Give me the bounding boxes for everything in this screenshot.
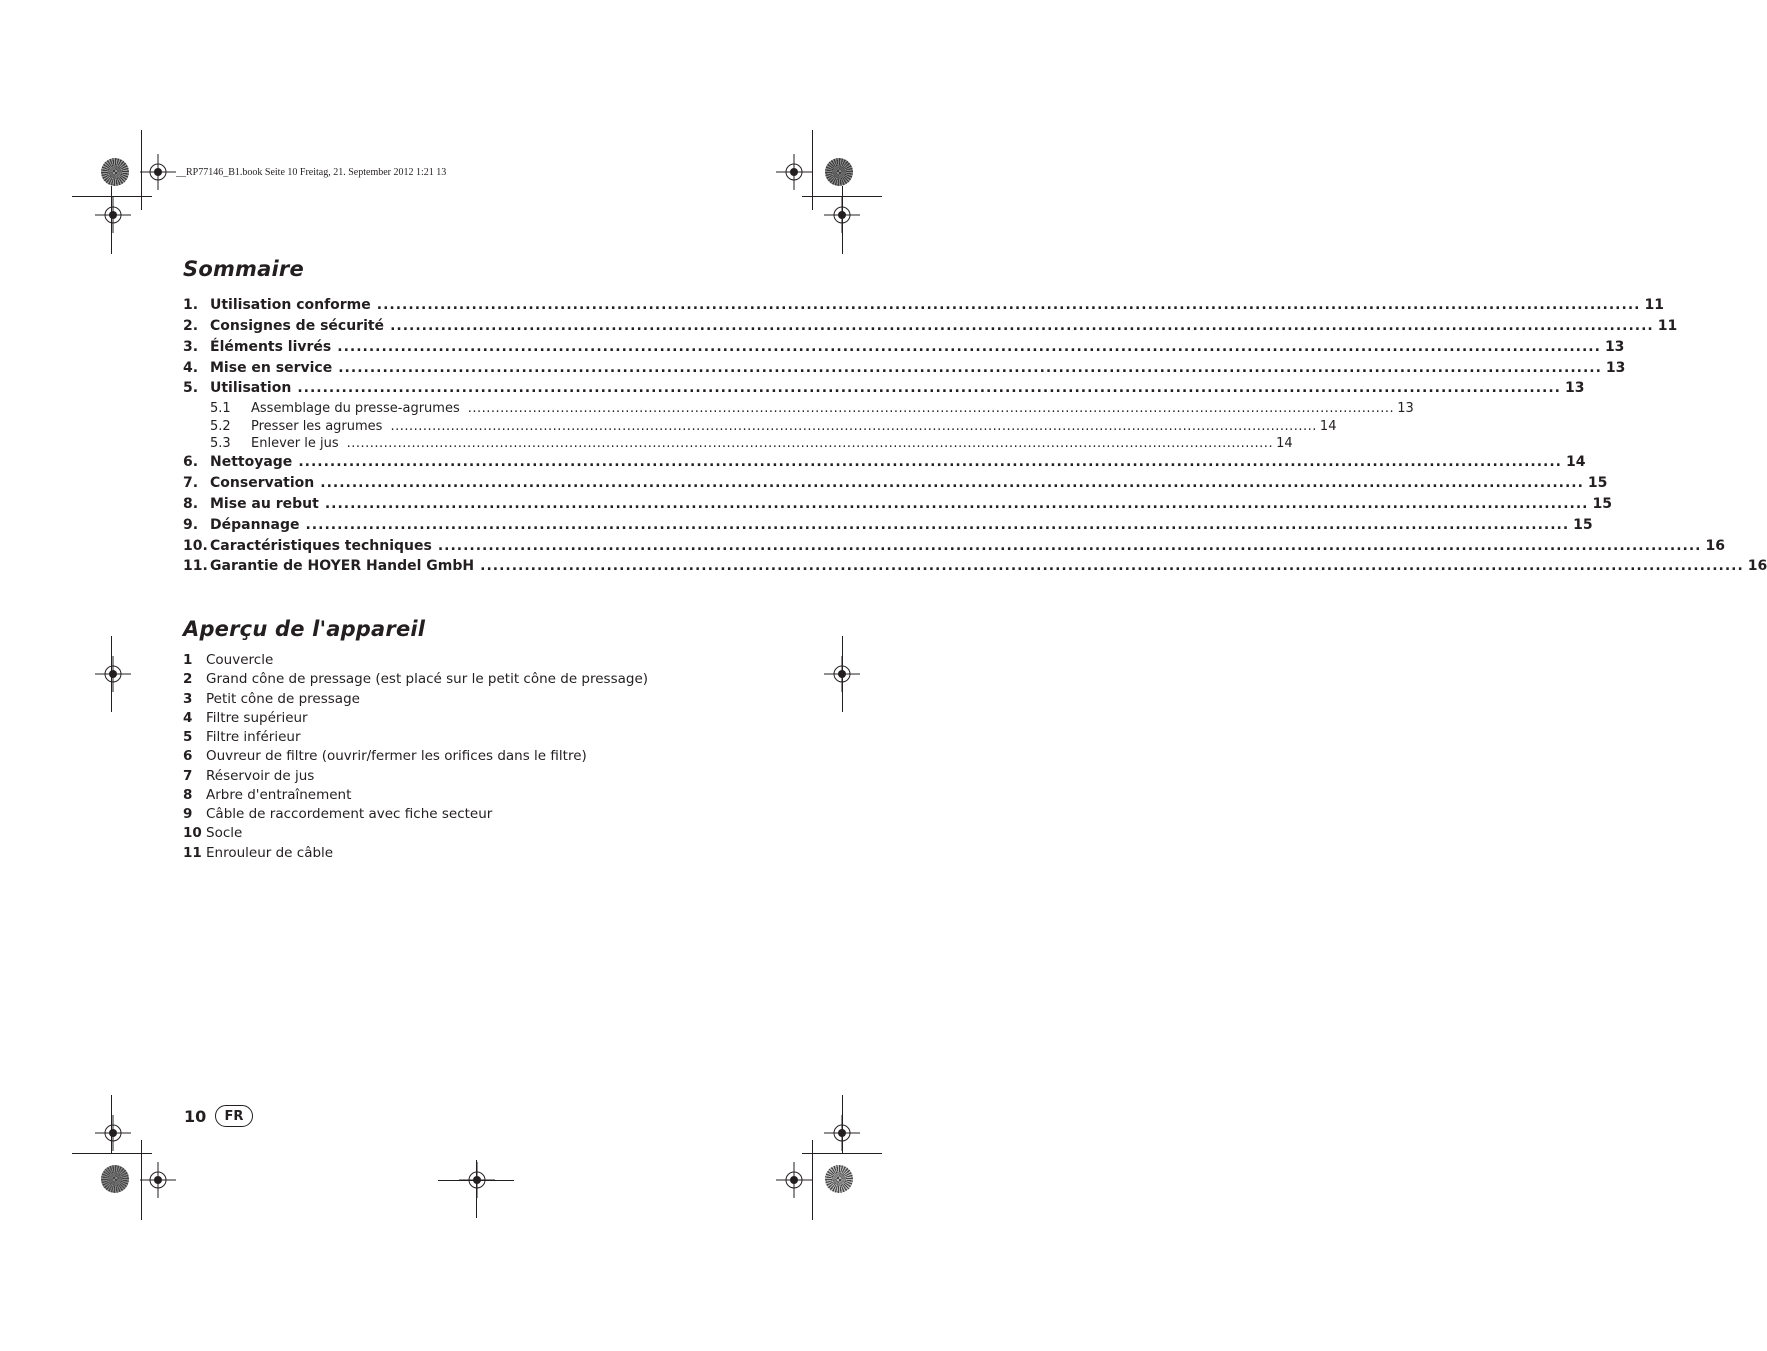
toc-subentry[interactable] [210,419,1337,437]
parts-list-item [183,671,648,690]
print-slug: __RP77146_B1.book Seite 10 Freitag, 21. September 2012 1:21 13 [176,167,447,178]
toc-entry[interactable] [183,516,1593,536]
toc-subentry-page: 14 [1276,436,1293,451]
toc-subentry-title: Presser les agrumes [251,419,383,434]
sommaire-title: Sommaire [183,257,304,281]
part-number: 7 [183,767,193,784]
crop-mark [842,186,843,254]
toc-entry-title: Utilisation conforme [210,297,371,313]
toc-entry[interactable] [183,495,1612,515]
toc-leader-dots: ........................................................................................................................................................................................................ [324,496,1589,512]
crop-mark [812,1140,813,1220]
page-number: 10 [184,1107,207,1126]
toc-entry-number: 4. [183,360,199,376]
part-label: Câble de raccordement avec fiche secteur [206,806,493,822]
toc-leader-dots: ........................................................................................................................................................................................................ [480,558,1744,574]
toc-leader-dots: ........................................................................................................................................................................................................ [390,318,1654,334]
toc-entry-page: 11 [1657,318,1678,334]
registration-mark-icon [140,1162,176,1198]
toc-entry-number: 10. [183,538,208,554]
toc-entry-title: Mise en service [210,360,333,376]
part-label: Socle [206,825,243,842]
toc-entry[interactable] [183,317,1678,337]
part-number: 10 [183,825,202,842]
toc-entry-number: 2. [183,318,199,334]
toc-entry[interactable] [183,359,1626,379]
apercu-title: Aperçu de l'appareil [183,617,426,641]
toc-subentry-number: 5.1 [210,401,231,416]
toc-leader-dots: ........................................................................................................................................................................................................ [338,360,1602,376]
crop-mark [842,636,843,712]
crop-mark [111,186,112,254]
toc-subentry-number: 5.2 [210,419,231,434]
toc-subentry-page: 14 [1319,419,1337,434]
toc-subentry-number: 5.3 [210,436,231,451]
crop-mark [111,636,112,712]
part-label: Grand cône de pressage (est placé sur le petit cône de pressage) [206,671,649,688]
registration-mark-icon [776,1162,812,1198]
toc-entry-page: 15 [1592,496,1612,512]
toc-entry-number: 9. [183,517,199,533]
toc-leader-dots: ........................................................................................................................................................................................................ [320,475,1584,491]
parts-list-item [183,845,333,864]
toc-leader-dots: ........................................................................................................................................................................................................ [437,538,1702,554]
toc-entry[interactable] [183,474,1608,494]
toc-leader-dots: ........................................................................................................................................................................................................ [298,454,1562,470]
toc-leader-dots: ........................................................................................................................................................................................................ [305,517,1570,533]
toc-entry-page: 16 [1705,538,1725,554]
toc-entry[interactable] [183,338,1625,358]
toc-entry-page: 13 [1605,360,1626,376]
toc-entry[interactable] [183,557,1767,577]
crop-mark [842,1095,843,1153]
toc-entry-title: Nettoyage [210,454,293,470]
toc-entry[interactable] [183,296,1664,316]
parts-list-item [183,729,301,748]
crop-mark [812,130,813,210]
toc-entry-title: Consignes de sécurité [210,318,385,334]
toc-entry-title: Éléments livrés [210,339,332,355]
toc-entry-title: Garantie de HOYER Handel GmbH [210,558,475,574]
parts-list-item [183,787,351,806]
part-number: 5 [183,729,193,745]
registration-mark-icon [776,154,812,190]
toc-entry-page: 15 [1573,517,1593,533]
toc-entry[interactable] [183,537,1725,557]
toc-entry-title: Dépannage [210,517,300,533]
part-number: 11 [183,844,202,861]
toc-entry-page: 11 [1644,297,1664,313]
toc-entry-title: Caractéristiques techniques [210,538,432,554]
part-number: 3 [183,690,193,707]
color-rosette-icon [101,1165,129,1193]
parts-list-item [183,768,314,787]
parts-list-item [183,691,360,710]
color-rosette-icon [101,158,129,186]
parts-list-item [183,748,587,767]
toc-entry[interactable] [183,379,1585,399]
toc-entry-number: 8. [183,496,199,512]
part-label: Ouvreur de filtre (ouvrir/fermer les orifices dans le filtre) [206,748,587,765]
language-badge: FR [215,1105,253,1127]
crop-mark [72,1153,152,1154]
toc-leader-dots: ........................................................................................................................................................................................................ [390,419,1317,434]
color-rosette-icon [825,1165,853,1193]
toc-entry[interactable] [183,453,1586,473]
toc-subentry[interactable] [210,401,1414,419]
toc-subentry-title: Assemblage du presse-agrumes [251,401,460,416]
part-label: Filtre inférieur [206,729,301,745]
part-number: 2 [183,671,193,688]
registration-mark-icon [95,656,131,692]
parts-list-item [183,652,273,671]
part-label: Filtre supérieur [206,709,308,726]
part-label: Réservoir de jus [206,767,315,784]
toc-leader-dots: ........................................................................................................................................................................................................ [297,380,1561,396]
toc-entry-page: 13 [1604,339,1625,355]
part-number: 4 [183,709,193,726]
part-label: Petit cône de pressage [206,690,360,707]
color-rosette-icon [825,158,853,186]
parts-list-item [183,825,242,844]
toc-entry-title: Mise au rebut [210,496,319,512]
part-label: Arbre d'entraînement [206,786,352,803]
part-number: 6 [183,748,193,765]
part-label: Enrouleur de câble [206,844,334,861]
toc-entry-number: 11. [183,558,208,574]
toc-entry-page: 13 [1565,380,1585,396]
toc-subentry-title: Enlever le jus [251,436,339,451]
toc-leader-dots: ........................................................................................................................................................................................................ [337,339,1601,355]
part-label: Couvercle [206,652,274,668]
crop-mark [802,1153,882,1154]
toc-leader-dots: ........................................................................................................................................................................................................ [346,436,1274,451]
toc-entry-title: Conservation [210,475,315,491]
toc-entry-number: 1. [183,297,199,313]
part-number: 1 [183,652,193,668]
registration-mark-icon [140,154,176,190]
part-number: 9 [183,806,193,822]
toc-entry-number: 7. [183,475,199,491]
registration-mark-icon [95,197,131,233]
toc-entry-page: 14 [1565,454,1586,470]
parts-list-item [183,806,492,825]
toc-leader-dots: ........................................................................................................................................................................................................ [467,401,1395,416]
toc-entry-title: Utilisation [210,380,292,396]
toc-subentry[interactable] [210,436,1293,454]
registration-mark-icon [95,1115,131,1151]
toc-entry-number: 3. [183,339,199,355]
toc-subentry-page: 13 [1397,401,1414,416]
toc-leader-dots: ........................................................................................................................................................................................................ [376,297,1641,313]
crop-mark [111,1095,112,1153]
toc-entry-number: 5. [183,380,199,396]
toc-entry-page: 16 [1747,558,1767,574]
toc-entry-number: 6. [183,454,199,470]
crop-mark [476,1160,477,1218]
toc-entry-page: 15 [1587,475,1608,491]
parts-list-item [183,710,308,729]
part-number: 8 [183,786,193,803]
